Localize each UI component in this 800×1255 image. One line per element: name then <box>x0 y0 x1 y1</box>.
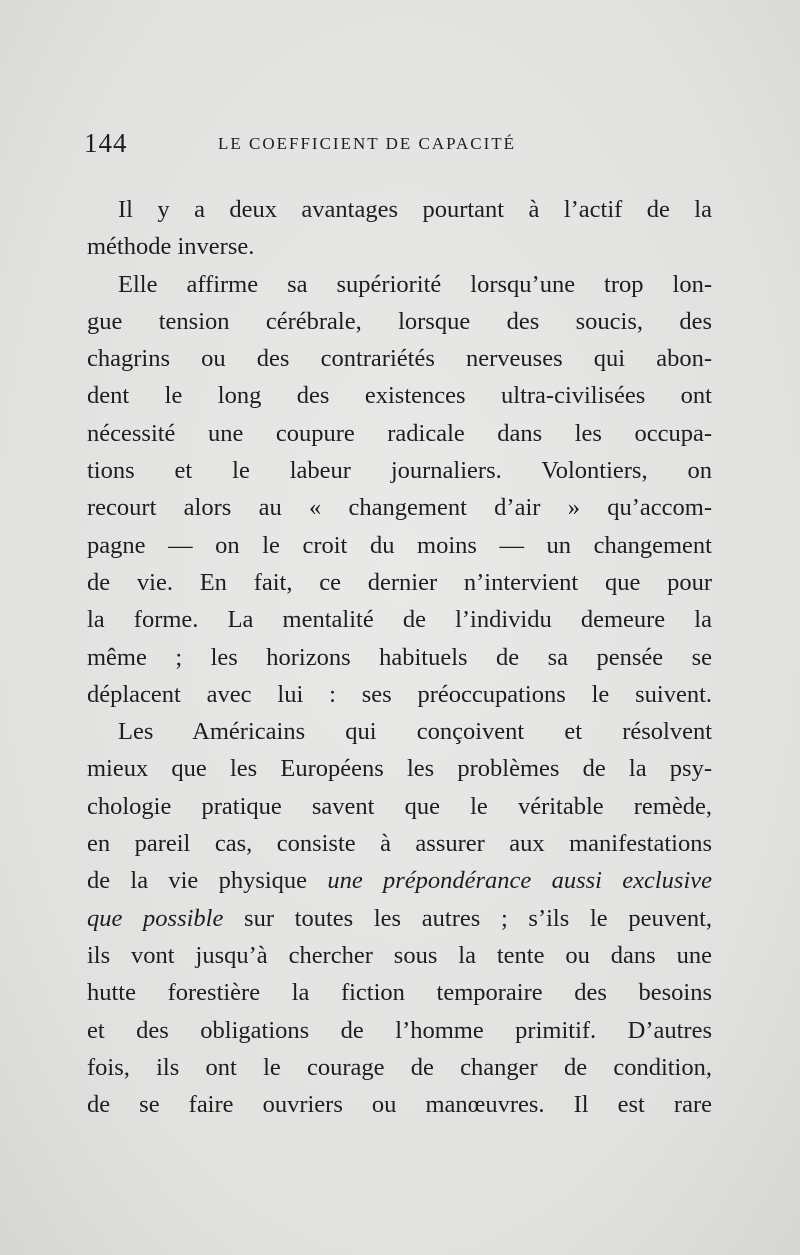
text-line: méthode inverse. <box>87 233 255 261</box>
body-text <box>87 191 712 1123</box>
text-line: hutte forestière la fiction temporaire des besoins <box>87 979 712 1007</box>
page-number: 144 <box>84 128 128 158</box>
italic-text: une prépondérance aussi exclusive <box>327 867 713 895</box>
text-line: et des obligations de l’homme primitif. D’autres <box>87 1016 712 1044</box>
text-line: que possible sur toutes les autres ; s’ils le peuvent, <box>87 904 712 932</box>
text-line: recourt alors au « changement d’air » qu’accom- <box>87 494 712 522</box>
text-line: Les Américains qui conçoivent et résolvent <box>118 718 712 746</box>
text-line: tions et le labeur journaliers. Volontiers, on <box>87 457 712 485</box>
text-line: dent le long des existences ultra-civilisées ont <box>87 382 712 410</box>
text-line: nécessité une coupure radicale dans les occupa- <box>87 419 712 447</box>
text-line: la forme. La mentalité de l’individu demeure la <box>87 606 712 634</box>
text-line: de se faire ouvriers ou manœuvres. Il est rare <box>87 1091 712 1119</box>
text-line: même ; les horizons habituels de sa pensée se <box>87 643 712 671</box>
text-line: pagne — on le croit du moins — un changement <box>87 531 712 559</box>
text-line: fois, ils ont le courage de changer de condition, <box>87 1053 712 1081</box>
text-line: Elle affirme sa supériorité lorsqu’une trop lon- <box>118 270 712 298</box>
italic-text: que possible <box>87 904 224 932</box>
running-head: LE COEFFICIENT DE CAPACITÉ <box>218 134 517 153</box>
page-header <box>84 128 724 162</box>
text-line: chagrins ou des contrariétés nerveuses qui abon- <box>87 345 712 373</box>
text-line: mieux que les Européens les problèmes de la psy- <box>87 755 712 783</box>
text-line: ils vont jusqu’à chercher sous la tente ou dans une <box>87 941 712 969</box>
text-line: Il y a deux avantages pourtant à l’actif de la <box>118 196 712 223</box>
text-line: en pareil cas, consiste à assurer aux manifestations <box>87 830 712 858</box>
text-line: de la vie physique une prépondérance aussi exclusive <box>87 867 713 895</box>
text-line: gue tension cérébrale, lorsque des soucis, des <box>87 307 712 335</box>
text-line: déplacent avec lui : ses préoccupations le suivent. <box>87 680 712 708</box>
text-line: chologie pratique savent que le véritable remède, <box>87 792 712 820</box>
text-line: de vie. En fait, ce dernier n’intervient que pour <box>87 568 712 596</box>
